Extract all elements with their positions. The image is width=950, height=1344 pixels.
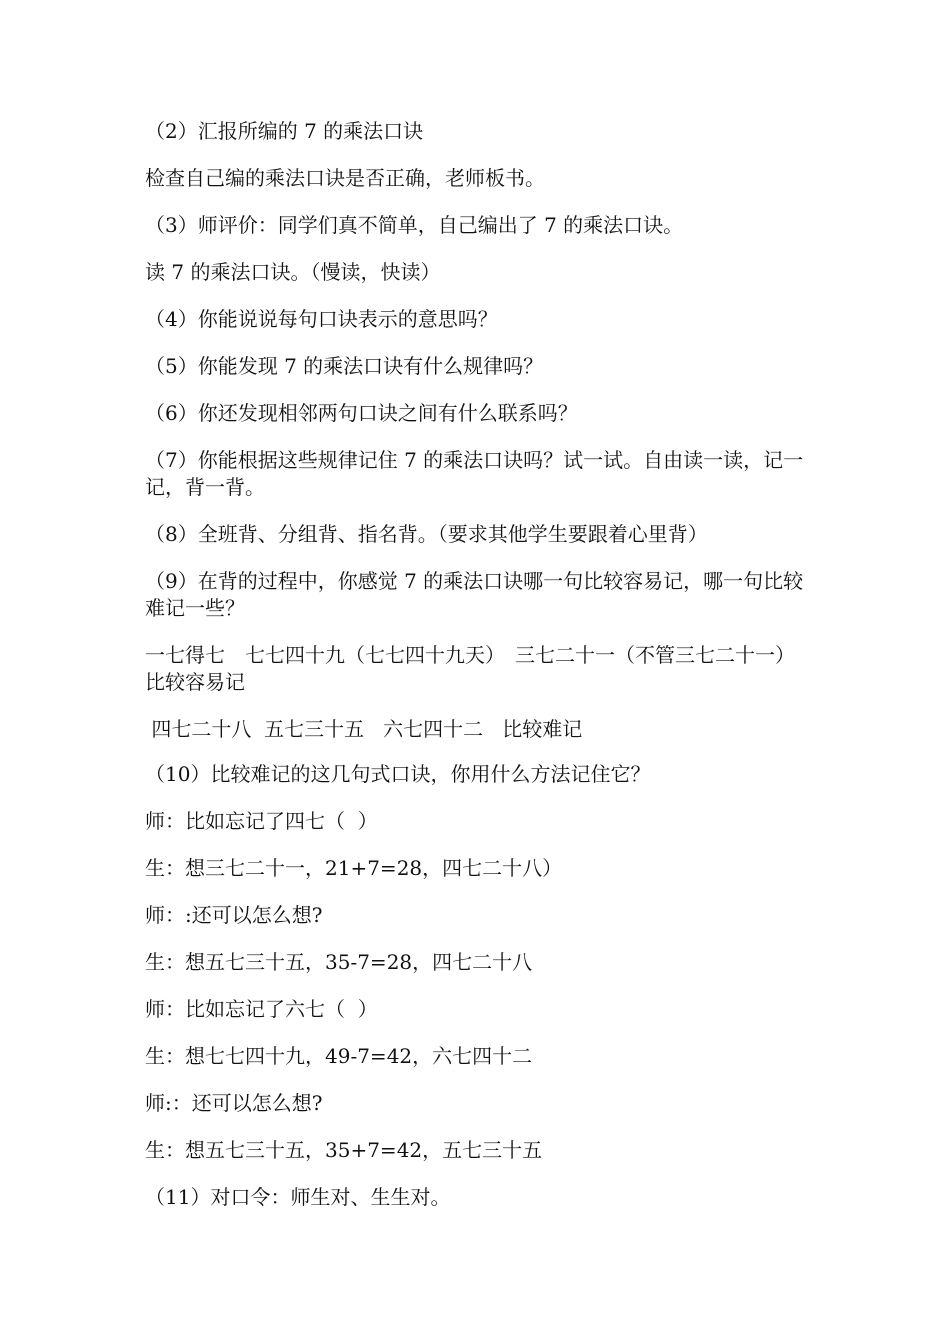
dialogue-teacher-2: 师：:还可以怎么想?: [145, 903, 323, 927]
paragraph-question-8: （8）全班背、分组背、指名背。（要求其他学生要跟着心里背）: [145, 522, 708, 546]
dialogue-student-2: 生：想五七三十五，35-7=28，四七二十八: [145, 950, 533, 974]
dialogue-teacher-3: 师：比如忘记了六七（ ）: [145, 997, 378, 1021]
paragraph-teacher-evaluation: （3）师评价：同学们真不简单，自己编出了 7 的乘法口诀。: [145, 213, 684, 237]
paragraph-check-rhyme: 检查自己编的乘法口诀是否正确，老师板书。: [145, 166, 545, 190]
paragraph-question-10: （10）比较难记的这几句式口诀，你用什么方法记住它？: [145, 762, 651, 786]
paragraph-question-4: （4）你能说说每句口诀表示的意思吗？: [145, 307, 498, 331]
dialogue-student-4: 生：想五七三十五，35+7=42，五七三十五: [145, 1138, 543, 1162]
paragraph-easy-lines: 一七得七 七七四十九（七七四十九天） 三七二十一（不管三七二十一） 比较容易记: [145, 643, 805, 694]
paragraph-read-rhyme: 读 7 的乘法口诀。（慢读，快读）: [145, 260, 441, 284]
paragraph-question-6: （6）你还发现相邻两句口诀之间有什么联系吗？: [145, 401, 578, 425]
paragraph-question-11: （11）对口令：师生对、生生对。: [145, 1185, 451, 1209]
paragraph-question-9: （9）在背的过程中，你感觉 7 的乘法口诀哪一句比较容易记，哪一句比较难记一些？: [145, 569, 804, 620]
document-body: [145, 118, 813, 1231]
paragraph-report-rhyme: （2）汇报所编的 7 的乘法口诀: [145, 119, 424, 143]
paragraph-question-5: （5）你能发现 7 的乘法口诀有什么规律吗？: [145, 354, 544, 378]
dialogue-student-3: 生：想七七四十九，49-7=42，六七四十二: [145, 1044, 533, 1068]
dialogue-teacher-4: 师:：还可以怎么想?: [145, 1091, 323, 1115]
paragraph-hard-lines: 四七二十八 五七三十五 六七四十二 比较难记: [145, 717, 583, 741]
dialogue-teacher-1: 师：比如忘记了四七（ ）: [145, 809, 378, 833]
paragraph-question-7: （7）你能根据这些规律记住 7 的乘法口诀吗？试一试。自由读一读，记一记，背一背。: [145, 448, 804, 499]
dialogue-student-1: 生：想三七二十一，21+7=28，四七二十八）: [145, 856, 563, 880]
